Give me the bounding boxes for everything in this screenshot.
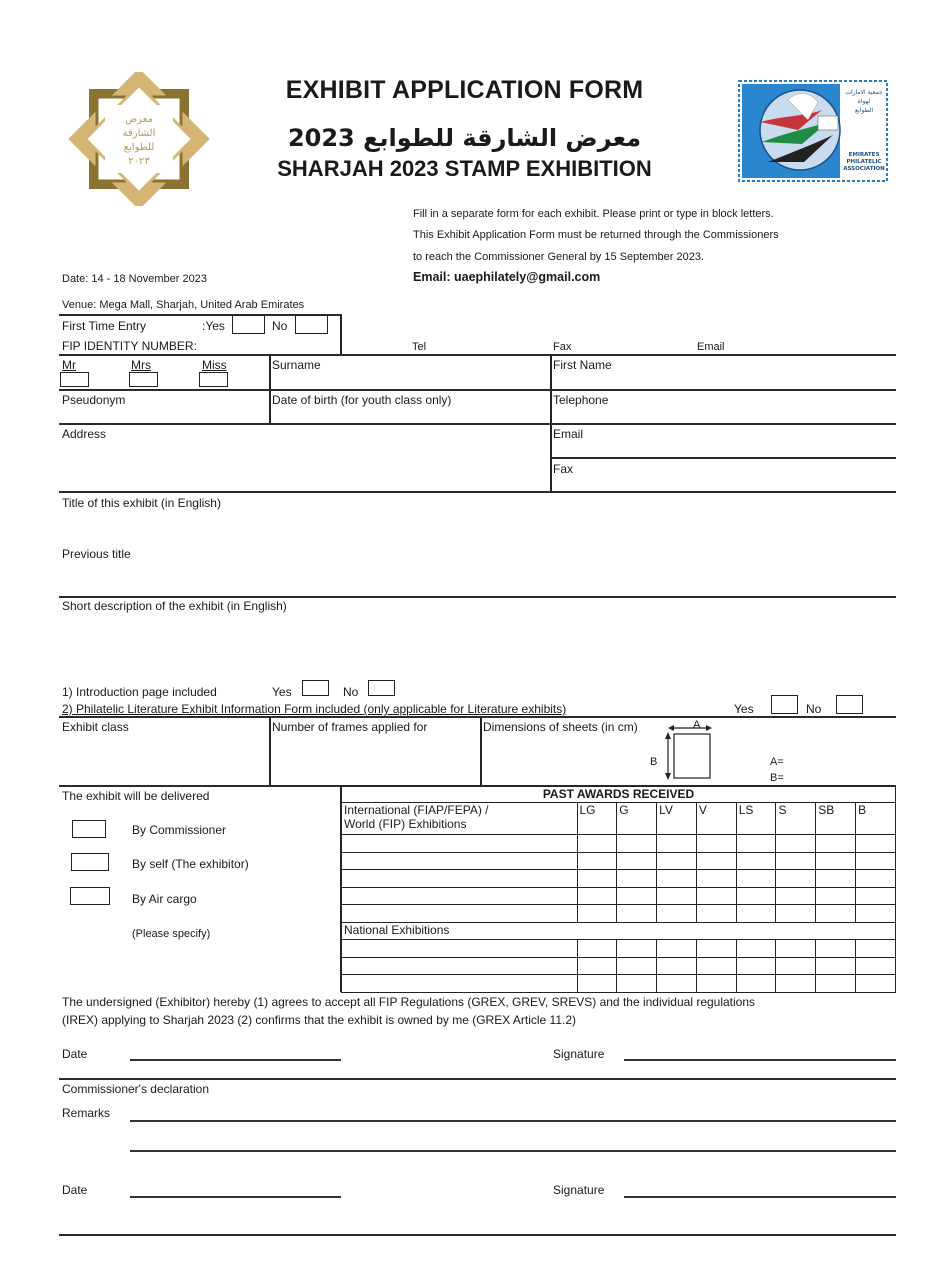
exhibition-subtitle: SHARJAH 2023 STAMP EXHIBITION <box>277 156 652 181</box>
grade-sb: SB <box>816 803 856 835</box>
event-date: Date: 14 - 18 November 2023 <box>62 273 207 285</box>
international-award-row <box>342 905 896 923</box>
personal-fax-field[interactable] <box>553 475 893 491</box>
literature-no-checkbox[interactable] <box>836 695 863 714</box>
email-label: Email <box>697 341 725 353</box>
instruction-line-2: This Exhibit Application Form must be returned through the Commissioners <box>413 229 779 241</box>
description-field[interactable] <box>62 615 896 679</box>
mrs-label: Mrs <box>131 358 151 372</box>
frames-field[interactable] <box>272 736 478 784</box>
please-specify-note: (Please specify) <box>132 928 211 940</box>
exhibitor-signature-label: Signature <box>553 1047 605 1061</box>
address-field[interactable] <box>62 442 548 490</box>
by-self-checkbox[interactable] <box>71 853 109 871</box>
frames-label: Number of frames applied for <box>272 720 428 734</box>
personal-fax-label: Fax <box>553 462 574 476</box>
by-air-cargo-checkbox[interactable] <box>70 887 110 905</box>
personal-email-label: Email <box>553 427 584 441</box>
instruction-line-3: to reach the Commissioner General by 15 September 2023. <box>413 251 705 263</box>
event-venue: Venue: Mega Mall, Sharjah, United Arab Emirates <box>62 299 305 311</box>
tel-label: Tel <box>412 341 427 353</box>
b-value-field[interactable] <box>786 769 886 783</box>
past-awards-table <box>341 786 896 993</box>
description-label: Short description of the exhibit (in English) <box>62 599 287 613</box>
instruction-line-1: Fill in a separate form for each exhibit. Please print or type in block letters. <box>413 208 774 220</box>
mr-label: Mr <box>62 358 76 372</box>
international-award-row <box>342 852 896 870</box>
national-award-row <box>342 975 896 993</box>
pseudonym-label: Pseudonym <box>62 393 126 407</box>
literature-yes-checkbox[interactable] <box>771 695 798 714</box>
telephone-field[interactable] <box>553 406 893 422</box>
svg-text:للطوابع: للطوابع <box>123 142 155 153</box>
exhibit-title-field[interactable] <box>62 512 896 546</box>
first-time-entry-label: First Time Entry <box>62 319 147 333</box>
commissioner-date-label: Date <box>62 1183 88 1197</box>
svg-text:ASSOCIATION: ASSOCIATION <box>843 166 885 172</box>
svg-text:معرض: معرض <box>125 114 153 125</box>
grade-v: V <box>696 803 736 835</box>
pseudonym-field[interactable] <box>62 406 267 422</box>
awards-header-row <box>342 803 896 835</box>
literature-yes-label: Yes <box>734 702 754 716</box>
intro-yes-checkbox[interactable] <box>302 680 329 696</box>
intro-no-label: No <box>343 685 359 699</box>
fip-identity-label: FIP IDENTITY NUMBER: <box>62 339 197 353</box>
commissioner-declaration-heading: Commissioner's declaration <box>62 1082 210 1096</box>
international-award-row <box>342 835 896 853</box>
remarks-field-line-2[interactable] <box>130 1150 896 1152</box>
commissioner-signature-label: Signature <box>553 1183 605 1197</box>
svg-text:لهواة: لهواة <box>857 98 871 105</box>
international-award-row <box>342 887 896 905</box>
address-label: Address <box>62 427 107 441</box>
declaration-text-line-1: The undersigned (Exhibitor) hereby (1) agrees to accept all FIP Regulations (GREX, GREV, SREVS) and the individual regulations <box>62 995 756 1009</box>
previous-title-field[interactable] <box>62 563 896 595</box>
exhibit-class-field[interactable] <box>62 736 267 784</box>
form-title: EXHIBIT APPLICATION FORM <box>285 76 644 104</box>
literature-no-label: No <box>806 702 822 716</box>
fax-label: Fax <box>553 341 572 353</box>
dim-b-label: B <box>650 756 658 768</box>
arabic-title: معرض الشارقة للطوابع 2023 <box>287 124 642 152</box>
national-award-row <box>342 940 896 958</box>
b-equals-label: B= <box>770 772 784 784</box>
declaration-text-line-2: (IREX) applying to Sharjah 2023 (2) confirms that the exhibit is owned by me (GREX Article 11.2) <box>62 1013 577 1027</box>
intro-page-label: 1) Introduction page included <box>62 685 217 699</box>
first-name-label: First Name <box>553 358 612 372</box>
by-air-cargo-label: By Air cargo <box>132 892 197 906</box>
commissioner-date-field[interactable] <box>130 1196 341 1198</box>
previous-title-label: Previous title <box>62 547 131 561</box>
first-time-no-checkbox[interactable] <box>295 315 328 334</box>
telephone-label: Telephone <box>553 393 609 407</box>
international-label: International (FIAP/FEPA) / World (FIP) Exhibitions <box>342 803 578 835</box>
svg-text:PHILATELIC: PHILATELIC <box>846 159 882 165</box>
first-time-no-label: No <box>272 319 288 333</box>
grade-lv: LV <box>657 803 697 835</box>
exhibitor-signature-field[interactable] <box>624 1059 896 1061</box>
svg-text:جمعية الامارات: جمعية الامارات <box>845 89 883 96</box>
remarks-field-line-1[interactable] <box>130 1120 896 1122</box>
commissioner-signature-field[interactable] <box>624 1196 896 1198</box>
delivery-label: The exhibit will be delivered <box>62 789 210 803</box>
exhibit-title-label: Title of this exhibit (in English) <box>62 496 221 510</box>
intro-no-checkbox[interactable] <box>368 680 395 696</box>
surname-field[interactable] <box>272 372 548 390</box>
by-commissioner-label: By Commissioner <box>132 823 227 837</box>
national-award-row <box>342 957 896 975</box>
personal-email-field[interactable] <box>553 440 893 456</box>
past-awards-heading: PAST AWARDS RECEIVED <box>342 787 896 803</box>
dim-a-label: A <box>693 719 701 731</box>
remarks-label: Remarks <box>62 1106 111 1120</box>
dimensions-label: Dimensions of sheets (in cm) <box>483 720 638 734</box>
emirates-philatelic-association-logo <box>738 80 888 182</box>
national-exhibitions-label: National Exhibitions <box>342 922 896 940</box>
miss-checkbox[interactable] <box>199 372 228 387</box>
first-time-yes-checkbox[interactable] <box>232 315 265 334</box>
mr-checkbox[interactable] <box>60 372 89 387</box>
grade-lg: LG <box>577 803 617 835</box>
grade-g: G <box>617 803 657 835</box>
grade-s: S <box>776 803 816 835</box>
miss-label: Miss <box>202 358 227 372</box>
svg-text:الشارقة: الشارقة <box>122 128 156 139</box>
intro-yes-label: Yes <box>272 685 292 699</box>
by-self-label: By self (The exhibitor) <box>132 857 249 871</box>
dob-label: Date of birth (for youth class only) <box>272 393 452 407</box>
literature-form-label: 2) Philatelic Literature Exhibit Information Form included (only applicable for Literature exhibits) <box>62 702 567 716</box>
by-commissioner-checkbox[interactable] <box>72 820 106 838</box>
first-name-field[interactable] <box>553 372 893 390</box>
svg-text:الطوابع: الطوابع <box>854 107 874 114</box>
a-value-field[interactable] <box>786 753 886 767</box>
grade-b: B <box>856 803 896 835</box>
exhibitor-date-field[interactable] <box>130 1059 341 1061</box>
a-equals-label: A= <box>770 756 784 768</box>
international-award-row <box>342 870 896 888</box>
exhibit-class-label: Exhibit class <box>62 720 129 734</box>
grade-ls: LS <box>736 803 776 835</box>
contact-email: Email: uaephilately@gmail.com <box>413 270 601 284</box>
svg-text:EMIRATES: EMIRATES <box>848 152 880 158</box>
surname-label: Surname <box>272 358 321 372</box>
dob-field[interactable] <box>272 406 548 422</box>
first-time-yes-label: :Yes <box>202 319 225 333</box>
exhibitor-date-label: Date <box>62 1047 88 1061</box>
mrs-checkbox[interactable] <box>129 372 158 387</box>
svg-text:٢٠٢٣: ٢٠٢٣ <box>128 156 150 167</box>
